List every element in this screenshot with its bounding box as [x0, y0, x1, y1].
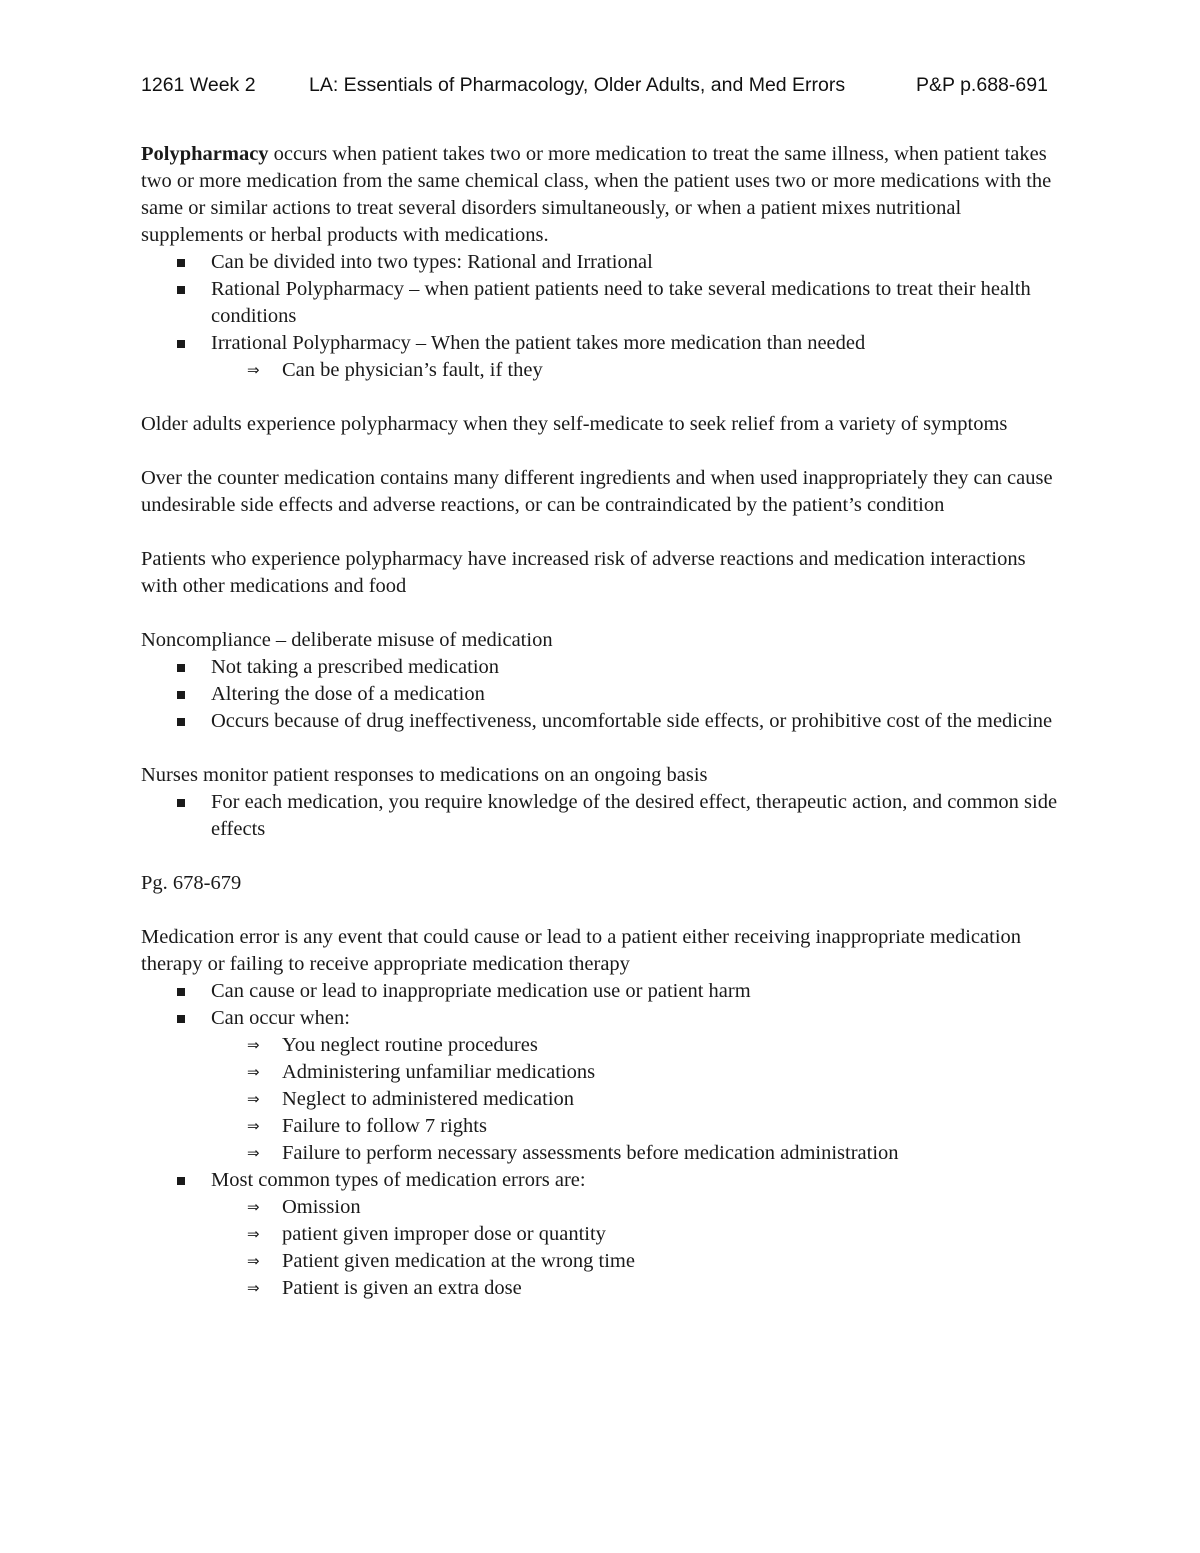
- polypharmacy-paragraph: [141, 141, 1066, 249]
- list-item-text: Can cause or lead to inappropriate medication use or patient harm: [211, 980, 751, 1002]
- double-right-arrow-icon: ⇒: [247, 1063, 260, 1081]
- list-item: [141, 708, 1066, 735]
- list-item-text: Failure to perform necessary assessments before medication administration: [282, 1142, 899, 1164]
- list-item: [141, 1032, 1066, 1059]
- square-bullet-icon: [177, 799, 185, 807]
- list-item-text: Omission: [282, 1196, 361, 1218]
- list-item-text: Altering the dose of a medication: [211, 683, 485, 705]
- otc-paragraph: Over the counter medication contains many different ingredients and when used inappropriately they can cause undesirable side effects and adverse reactions, or can be contraindicated by the patient’s condition: [141, 467, 1053, 516]
- list-item-text: Neglect to administered medication: [282, 1088, 575, 1110]
- square-bullet-icon: [177, 259, 185, 267]
- polypharmacy-bullets: [141, 249, 1066, 384]
- list-item: [141, 1221, 1066, 1248]
- list-item-text: Failure to follow 7 rights: [282, 1115, 487, 1137]
- double-right-arrow-icon: ⇒: [247, 1279, 260, 1297]
- list-item: [141, 1005, 1066, 1167]
- double-right-arrow-icon: ⇒: [247, 1036, 260, 1054]
- nurses-lead: Nurses monitor patient responses to medications on an ongoing basis: [141, 764, 708, 786]
- list-item: [141, 789, 1066, 843]
- square-bullet-icon: [177, 286, 185, 294]
- nurses-bullets: [141, 789, 1066, 843]
- list-item-text: For each medication, you require knowledge of the desired effect, therapeutic action, and common side effects: [211, 791, 1058, 840]
- med-error-lead: Medication error is any event that could cause or lead to a patient either receiving inappropriate medication therapy or failing to receive appropriate medication therapy: [141, 926, 1022, 975]
- list-item-text: Rational Polypharmacy – when patient patients need to take several medications to treat their health conditions: [211, 278, 1031, 327]
- square-bullet-icon: [177, 1177, 185, 1185]
- risk-paragraph: Patients who experience polypharmacy have increased risk of adverse reactions and medication interactions with other medications and food: [141, 548, 1026, 597]
- occur-when-list: [141, 1032, 1066, 1167]
- list-item: [141, 978, 1066, 1005]
- double-right-arrow-icon: ⇒: [247, 361, 260, 379]
- double-right-arrow-icon: ⇒: [247, 1117, 260, 1135]
- list-item-text: Irrational Polypharmacy – When the patient takes more medication than needed: [211, 332, 866, 354]
- list-item-text: Most common types of medication errors are:: [211, 1169, 586, 1191]
- list-item: [141, 357, 1066, 384]
- list-item-text: Can be divided into two types: Rational and Irrational: [211, 251, 653, 273]
- list-item: [141, 1275, 1066, 1302]
- document-page: [141, 70, 1066, 1302]
- noncompliance-lead: Noncompliance – deliberate misuse of medication: [141, 629, 553, 651]
- list-item-text: Occurs because of drug ineffectiveness, uncomfortable side effects, or prohibitive cost of the medicine: [211, 710, 1053, 732]
- header-title: LA: Essentials of Pharmacology, Older Adults, and Med Errors: [309, 74, 846, 96]
- square-bullet-icon: [177, 718, 185, 726]
- double-right-arrow-icon: ⇒: [247, 1225, 260, 1243]
- list-item: [141, 681, 1066, 708]
- list-item: [141, 1140, 1066, 1167]
- list-item: [141, 1113, 1066, 1140]
- square-bullet-icon: [177, 664, 185, 672]
- header-reference: P&P p.688-691: [916, 74, 1048, 96]
- square-bullet-icon: [177, 691, 185, 699]
- polypharmacy-sub-bullets: [141, 357, 1066, 384]
- list-item-text: Administering unfamiliar medications: [282, 1061, 596, 1083]
- list-item: [141, 1086, 1066, 1113]
- polypharmacy-term: Polypharmacy: [141, 143, 269, 165]
- noncompliance-bullets: [141, 654, 1066, 735]
- list-item-text: Can occur when:: [211, 1007, 350, 1029]
- older-adults-paragraph: Older adults experience polypharmacy when they self-medicate to seek relief from a variety of symptoms: [141, 413, 1008, 435]
- polypharmacy-definition: occurs when patient takes two or more medication to treat the same illness, when patient takes two or more medication from the same chemical class, when the patient uses two or more medications with the same or similar actions to treat several disorders simultaneously, or when a patient mixes nutritional supplements or herbal products with medications.: [141, 143, 1052, 246]
- list-item: [141, 1248, 1066, 1275]
- list-item-text: Can be physician’s fault, if they: [282, 359, 543, 381]
- square-bullet-icon: [177, 1015, 185, 1023]
- list-item-text: You neglect routine procedures: [282, 1034, 538, 1056]
- list-item: [141, 1059, 1066, 1086]
- list-item-text: Patient is given an extra dose: [282, 1277, 522, 1299]
- list-item: [141, 276, 1066, 330]
- square-bullet-icon: [177, 340, 185, 348]
- page-reference: Pg. 678-679: [141, 872, 242, 894]
- list-item-text: Patient given medication at the wrong time: [282, 1250, 635, 1272]
- double-right-arrow-icon: ⇒: [247, 1198, 260, 1216]
- header-course: 1261 Week 2: [141, 74, 256, 96]
- list-item: [141, 249, 1066, 276]
- list-item: [141, 654, 1066, 681]
- document-body: [141, 141, 1066, 1302]
- list-item: [141, 1167, 1066, 1302]
- list-item: [141, 330, 1066, 384]
- error-types-list: [141, 1194, 1066, 1302]
- list-item: [141, 1194, 1066, 1221]
- med-error-bullets: [141, 978, 1066, 1302]
- double-right-arrow-icon: ⇒: [247, 1252, 260, 1270]
- list-item-text: Not taking a prescribed medication: [211, 656, 500, 678]
- square-bullet-icon: [177, 988, 185, 996]
- double-right-arrow-icon: ⇒: [247, 1144, 260, 1162]
- document-header: [141, 70, 1066, 100]
- list-item-text: patient given improper dose or quantity: [282, 1223, 606, 1245]
- double-right-arrow-icon: ⇒: [247, 1090, 260, 1108]
